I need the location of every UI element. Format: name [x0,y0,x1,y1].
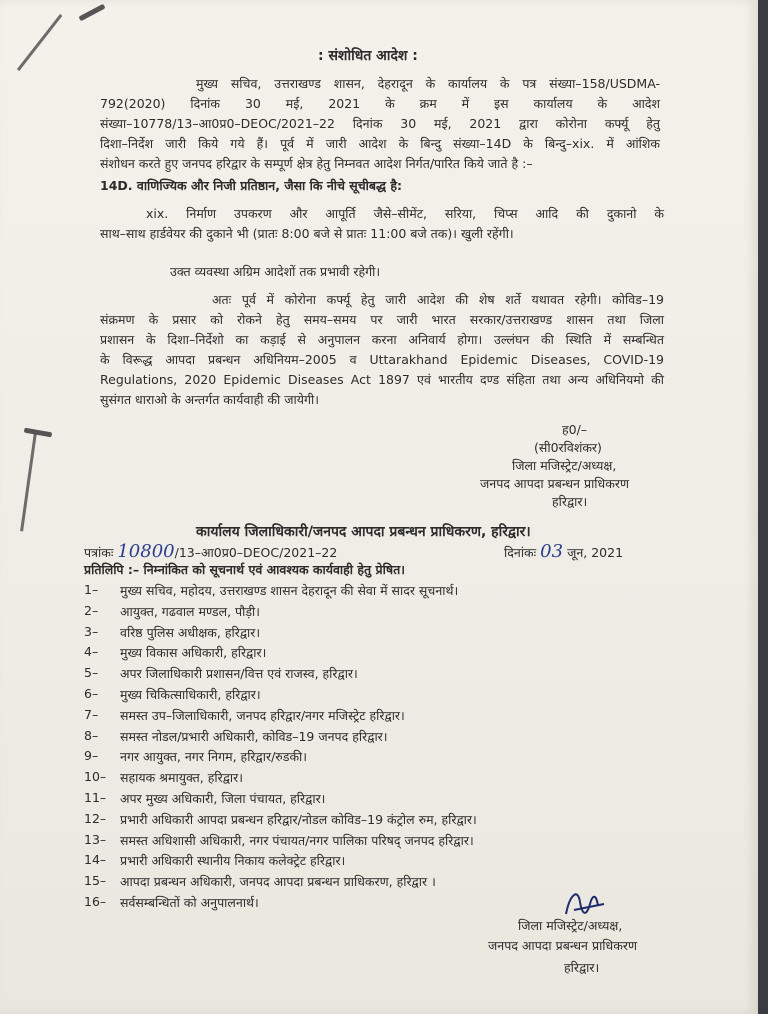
recipient-number: 10– [84,769,107,785]
recipient-item: नगर आयुक्त, नगर निगम, हरिद्वार/रुडकी। [120,749,308,765]
recipient-number: 12– [84,810,107,826]
date-month-year: जून, 2021 [567,545,624,560]
signature1-designation: जिला मजिस्ट्रेट/अध्यक्ष, [512,458,617,473]
recipient-number: 2– [84,602,99,618]
recipient-item: समस्त उप–जिलाधिकारी, जनपद हरिद्वार/नगर मजिस्ट्रेट हरिद्वार। [120,707,405,723]
reference-date [504,542,623,563]
recipient-number: 4– [84,644,99,660]
recipient-item: समस्त अधिशासी अधिकारी, नगर पंचायत/नगर पालिका परिषद् जनपद हरिद्वार। [120,832,474,848]
recipient-number: 11– [84,790,107,805]
signature1-place: हरिद्वार। [552,494,588,509]
signature1-name: (सी0रविशंकर) [534,440,602,455]
para1-line3: संख्या–10778/13–आ0प्र0–DEOC/2021–22 दिनांक 30 मई, 2021 द्वारा कोरोना कर्फ्यू हेतु [100,116,660,131]
recipient-number: 9– [84,748,99,764]
ref-label: पत्रांकः [84,545,114,560]
heading-14d: 14D. वाणिज्यिक और निजी प्रतिष्ठान, जैसा कि नीचे सूचीबद्ध है: [100,178,403,193]
para3-line1: अतः पूर्व में कोरोना कर्फ्यू हेतु जारी आदेश की शेष शर्ते यथावत रहेगी। कोविड–19 [212,292,664,307]
copy-to-line: प्रतिलिपि :– निम्नांकित को सूचनार्थ एवं आवश्यक कार्यवाही हेतु प्रेषित। [84,562,405,577]
signature2-place: हरिद्वार। [564,960,600,975]
recipient-number: 14– [84,852,107,868]
recipient-item: प्रभारी अधिकारी स्थानीय निकाय कलेक्ट्रेट हरिद्वार। [120,853,346,869]
xix-line2: साथ–साथ हार्डवेयर की दुकाने भी (प्रातः 8:00 बजे से प्रातः 11:00 बजे तक)। खुली रहेंगी। [100,226,514,241]
para3-line5: Regulations, 2020 Epidemic Diseases Act 1897 एवं भारतीय दण्ड संहिता तथा अन्य अधिनियमो की [100,372,664,387]
recipient-item: आयुक्त, गढवाल मण्डल, पौड़ी। [120,603,261,619]
recipient-number: 15– [84,873,107,889]
ref-handwritten-number: 10800 [117,541,175,562]
xix-line1: xix. निर्माण उपकरण और आपूर्ति जैसे–सीमेंट, सरिया, चिप्स आदि की दुकानो के [146,206,664,221]
recipient-item: मुख्य विकास अधिकारी, हरिद्वार। [120,645,267,661]
para1-line2: 792(2020) दिनांक 30 मई, 2021 के क्रम में इस कार्यालय के आदेश [100,96,660,111]
para1-line5: संशोधन करते हुए जनपद हरिद्वार के सम्पूर्ण क्षेत्र हेतु निम्नवत आदेश निर्गत/पारित किये जाते है :– [100,156,533,171]
pin-head-mid-icon [24,428,52,438]
para3-line6: सुसंगत धाराओ के अन्तर्गत कार्यवाही की जायेगी। [100,392,320,407]
recipient-item: प्रभारी अधिकारी आपदा प्रबन्धन हरिद्वार/नोडल कोविड–19 कंट्रोल रुम, हरिद्वार। [120,811,477,827]
order-title: : संशोधित आदेश : [318,48,418,64]
pin-head-top-icon [78,4,105,22]
para1-line4: दिशा–निर्देश जारी किये गये हैं। पूर्व में जारी आदेश के बिन्दु संख्या–14D के बिन्दु–xix. में आंशिक [100,136,660,151]
para3-line2: संक्रमण के प्रसार को रोकने हेतु समय–समय पर जारी भारत सरकार/उत्तराखण्ड शासन तथा जिला [100,312,664,327]
recipient-item: मुख्य सचिव, महोदय, उत्तराखण्ड शासन देहरादून की सेवा में सादर सूचनार्थ। [120,583,459,598]
recipient-number: 13– [84,831,107,847]
recipient-number: 8– [84,727,99,743]
recipient-number: 7– [84,706,99,722]
recipient-number: 6– [84,686,99,701]
para3-line3: प्रशासन के दिशा–निर्देशो का कड़ाई से अनुपालन करना अनिवार्य होगा। उल्लंघन की स्थिति में सम्बन्धित [100,332,664,347]
recipient-item: समस्त नोडल/प्रभारी अधिकारी, कोविड–19 जनपद हरिद्वार। [120,728,388,744]
recipient-item: मुख्य चिकित्साधिकारी, हरिद्वार। [120,687,261,702]
pin-mid-left-icon [20,432,37,531]
signature2-designation: जिला मजिस्ट्रेट/अध्यक्ष, [518,918,623,933]
pin-top-left-icon [17,14,62,71]
signature1-signed: ह0/– [562,422,588,437]
recipient-item: वरिष्ठ पुलिस अधीक्षक, हरिद्वार। [120,624,261,640]
signature2-authority: जनपद आपदा प्रबन्धन प्राधिकरण [488,938,637,953]
recipient-item: सर्वसम्बन्धितों को अनुपालनार्थ। [120,895,259,910]
date-handwritten-day: 03 [540,541,564,562]
recipient-number: 1– [84,582,99,597]
para1-line1: मुख्य सचिव, उत्तराखण्ड शासन, देहरादून के कार्यालय के पत्र संख्या–158/USDMA- [196,76,660,91]
recipient-item: सहायक श्रमायुक्त, हरिद्वार। [120,770,243,786]
recipient-item: अपर मुख्य अधिकारी, जिला पंचायत, हरिद्वार। [120,791,326,806]
recipient-item: अपर जिलाधिकारी प्रशासन/वित्त एवं राजस्व, हरिद्वार। [120,666,358,682]
recipient-item: आपदा प्रबन्धन अधिकारी, जनपद आपदा प्रबन्धन प्राधिकरण, हरिद्वार । [120,874,436,890]
recipient-number: 3– [84,623,99,639]
date-label: दिनांकः [504,545,537,560]
ref-rest: /13–आ0प्र0–DEOC/2021–22 [174,545,338,560]
para3-line4: के विरूद्ध आपदा प्रबन्धन अधिनियम–2005 व Uttarakhand Epidemic Diseases, COVID-19 [100,352,664,367]
signature1-authority: जनपद आपदा प्रबन्धन प्राधिकरण [480,476,629,491]
validity-note: उक्त व्यवस्था अग्रिम आदेशों तक प्रभावी रहेगी। [170,264,381,279]
recipient-number: 16– [84,894,107,909]
recipient-number: 5– [84,665,99,681]
office-heading: कार्यालय जिलाधिकारी/जनपद आपदा प्रबन्धन प्राधिकरण, हरिद्वार। [196,524,531,540]
